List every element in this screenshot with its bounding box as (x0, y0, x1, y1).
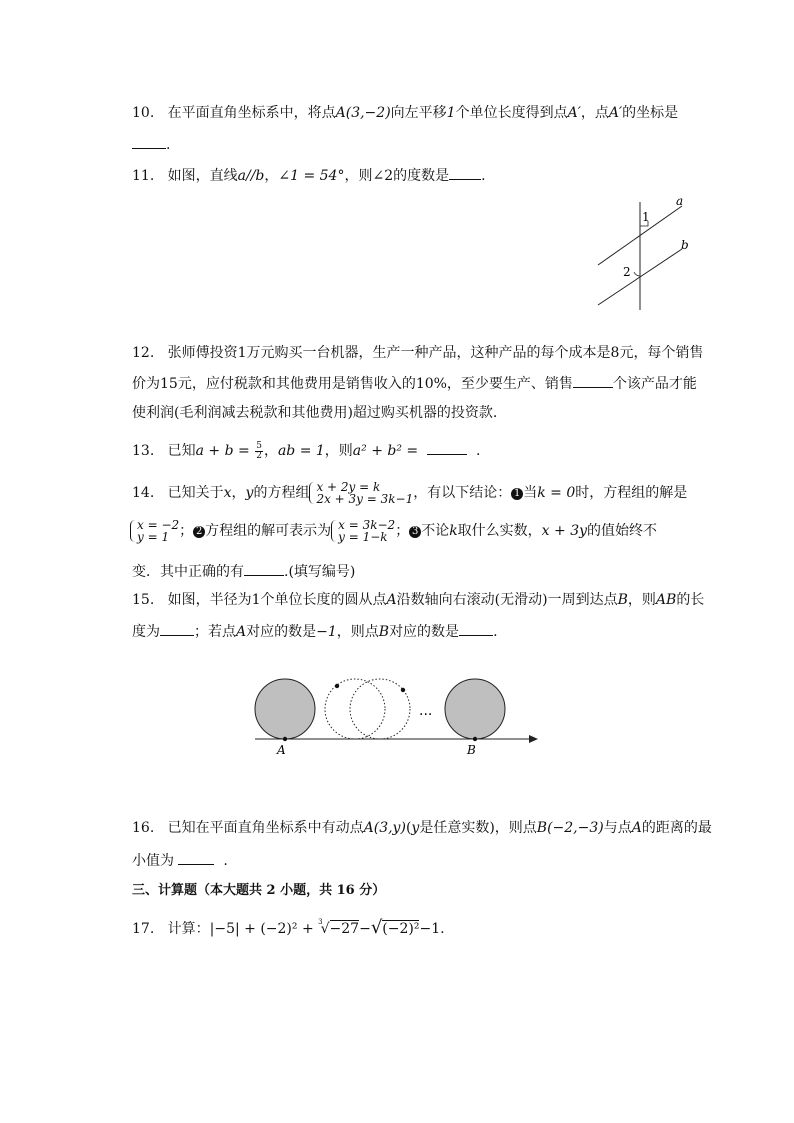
q15-end: . (493, 624, 498, 640)
q14-line3 (132, 561, 355, 582)
q15-text: ；若点 (194, 624, 236, 640)
q12-number: 12. (132, 345, 155, 361)
answer-blank[interactable] (427, 440, 467, 455)
q11-parallel: a//b (237, 168, 265, 184)
equation-row: y = 1 (137, 530, 170, 544)
square-root-argument: (−2)² (382, 921, 420, 937)
equation-row: y = 1−k (338, 530, 388, 544)
q16-point-a: A(3,y) (363, 820, 406, 836)
q13-sum: a + b = (195, 443, 250, 459)
q10-text: 的坐标是 (622, 105, 679, 121)
rolling-circle-2 (350, 679, 410, 739)
q15-text: 对应的数是 (246, 624, 317, 640)
radical-sign-icon: √ (370, 917, 383, 938)
q16-var-y: y (411, 820, 420, 836)
q14-text: 当 (523, 485, 538, 501)
q14-text: .(填写编号) (284, 564, 356, 580)
q17-number: 17. (132, 921, 155, 937)
q15-text: ，则 (627, 592, 656, 608)
q12-line1 (132, 343, 703, 363)
q13-text: 已知 (167, 443, 196, 459)
answer-blank[interactable] (449, 165, 481, 180)
q17-expression: −1 (419, 921, 441, 937)
q10-point-a-prime: A′ (567, 105, 581, 121)
q14-text: ，有以下结论： (413, 485, 512, 501)
section-heading: 三、计算题（本大题共 2 小题，共 16 分） (132, 883, 386, 898)
q17-end: . (440, 921, 445, 937)
q15-point-b: B (378, 624, 390, 640)
line-b-label: b (681, 238, 689, 252)
q11-line (132, 165, 486, 186)
q17-expression: − (359, 921, 371, 937)
q10-point-a-prime: A′ (608, 105, 623, 121)
rolling-point-1 (335, 684, 339, 688)
q15-text: 如图，半径为1个单位长度的圆从点 (167, 592, 387, 608)
q15-text: 的长 (676, 592, 705, 608)
q17-line (132, 912, 445, 939)
q14-var-k: k (449, 523, 458, 539)
q12-text: 张师傅投资1万元购买一台机器，生产一种产品，这种产品的每个成本是8元，每个销售 (167, 345, 704, 361)
cube-root-index: 3 (318, 918, 323, 926)
q16-end: . (223, 853, 228, 869)
parallel-lines-figure (590, 192, 705, 314)
q10-end: . (166, 137, 171, 153)
q10-line1 (132, 103, 678, 123)
fraction-numerator: 5 (256, 440, 262, 451)
q12-text: 使利润(毛利润减去税款和其他费用)超过购买机器的投资款. (132, 405, 498, 421)
q16-text: 与点 (603, 820, 632, 836)
q13-number: 13. (132, 443, 155, 459)
answer-blank[interactable] (132, 134, 166, 149)
q13-text: ， (263, 443, 278, 459)
q13-end: . (475, 443, 481, 459)
q10-text: 个单位长度得到点 (455, 105, 568, 121)
equation-row: x + 2y = k (316, 480, 381, 494)
q16-line2 (132, 850, 228, 871)
q16-text: 是任意实数)，则点 (419, 820, 537, 836)
q15-text: 沿数轴向右滚动(无滑动)一周到达点 (396, 592, 618, 608)
q14-text: 的值始终不 (587, 523, 658, 539)
q10-point-a: A(3,−2) (335, 105, 391, 121)
q11-number: 11. (132, 168, 155, 184)
q12-text: 价为15元，应付税款和其他费用是销售收入的10%，至少要生产、销售 (132, 376, 573, 392)
axis-arrow-icon (529, 735, 538, 743)
q15-point-a: A (386, 592, 397, 608)
q13-line (132, 440, 480, 461)
point-a-label: A (277, 743, 286, 757)
q14-number: 14. (132, 485, 155, 501)
line-a-label: a (676, 194, 684, 208)
q16-text: 小值为 (132, 853, 174, 869)
q16-number: 16. (132, 820, 155, 836)
q10-number: 10. (132, 105, 155, 121)
equation-row: 2x + 3y = 3k−1 (316, 492, 414, 506)
q10-text: ，点 (580, 105, 609, 121)
q14-line1 (132, 479, 687, 507)
q14-text: ； (395, 523, 410, 539)
q14-text: 不论 (421, 523, 450, 539)
q10-text: 在平面直角坐标系中，将点 (167, 105, 336, 121)
q14-text: 取什么实数， (457, 523, 542, 539)
equation-row: x = 3k−2 (338, 518, 396, 532)
cube-root-argument: −27 (329, 921, 360, 937)
q15-number: 15. (132, 592, 155, 608)
q10-text: 向左平移 (390, 105, 447, 121)
answer-blank[interactable] (573, 373, 613, 388)
q16-text: ( (405, 820, 412, 836)
answer-blank[interactable] (459, 621, 493, 636)
q12-text: 个该产品才能 (612, 376, 697, 392)
q15-point-a: A (236, 624, 247, 640)
answer-blank[interactable] (244, 561, 284, 576)
q16-text: 的距离的最 (641, 820, 712, 836)
q16-point-a: A (631, 820, 642, 836)
q14-solution-2 (331, 519, 395, 543)
q13-target: a² + b² = (352, 443, 419, 459)
q16-point-b: B(−2,−3) (536, 820, 604, 836)
equation-row: x = −2 (137, 518, 180, 532)
q15-line2 (132, 621, 498, 642)
q14-text: ； (179, 523, 194, 539)
q11-text: 如图，直线 (167, 168, 238, 184)
radical-sign-icon: √ (320, 921, 330, 937)
q13-fraction (255, 442, 263, 461)
rolling-circle-figure (245, 672, 545, 760)
q15-value: −1 (316, 624, 337, 640)
angle-1-label: 1 (642, 210, 650, 224)
rolling-circle-1 (325, 679, 385, 739)
circled-number-3: 3 (409, 526, 421, 538)
q14-var-y: y (245, 485, 254, 501)
q15-text: 度为 (132, 624, 160, 640)
q14-k-zero: k = 0 (537, 485, 576, 501)
q14-line2 (130, 517, 657, 545)
q15-line1 (132, 590, 704, 610)
q15-text: 对应的数是 (389, 624, 460, 640)
circled-number-2: 2 (193, 526, 205, 538)
q13-text: ，则 (324, 443, 353, 459)
q14-text: ， (231, 485, 246, 501)
q14-text: 时，方程组的解是 (575, 485, 688, 501)
ellipsis: ··· (419, 707, 433, 723)
q14-equation-system (309, 481, 413, 505)
q12-line3 (132, 403, 497, 423)
angle-2-label: 2 (623, 265, 631, 279)
q17-expression: |−5| + (−2)² + (209, 921, 319, 937)
q13-product: ab = 1 (277, 443, 325, 459)
q15-point-b: B (617, 592, 628, 608)
answer-blank[interactable] (160, 621, 194, 636)
answer-blank[interactable] (178, 850, 214, 865)
q14-expression: x + 3y (541, 523, 588, 539)
circled-number-1: 1 (511, 488, 523, 500)
q12-line2 (132, 373, 697, 394)
rolling-point-2 (401, 688, 405, 692)
q14-text: 已知关于 (167, 485, 224, 501)
q14-text: 变．其中正确的有 (132, 564, 244, 580)
point-b-label: B (467, 743, 476, 757)
q10-units: 1 (446, 105, 456, 121)
q14-text: 的方程组 (253, 485, 310, 501)
q11-end: . (481, 168, 486, 184)
q15-segment-ab: AB (655, 592, 677, 608)
fraction-denominator: 2 (256, 450, 262, 461)
q16-text: 已知在平面直角坐标系中有动点 (167, 820, 364, 836)
q14-text: 方程组的解可表示为 (205, 523, 332, 539)
q15-text: ，则点 (336, 624, 379, 640)
end-circle (445, 679, 505, 739)
point-b-dot (473, 737, 477, 741)
q11-text: ，则∠2的度数是 (344, 168, 450, 184)
start-circle (255, 679, 315, 739)
q14-solution-1 (130, 519, 179, 543)
point-a-dot (283, 737, 287, 741)
q17-text: 计算： (167, 921, 210, 937)
q11-text: ， (264, 168, 279, 184)
q10-line2 (132, 134, 170, 155)
q16-line1 (132, 818, 712, 838)
angle-2-arc (634, 272, 640, 276)
q11-angle1: ∠1 = 54° (278, 168, 345, 184)
q14-var-x: x (223, 485, 232, 501)
